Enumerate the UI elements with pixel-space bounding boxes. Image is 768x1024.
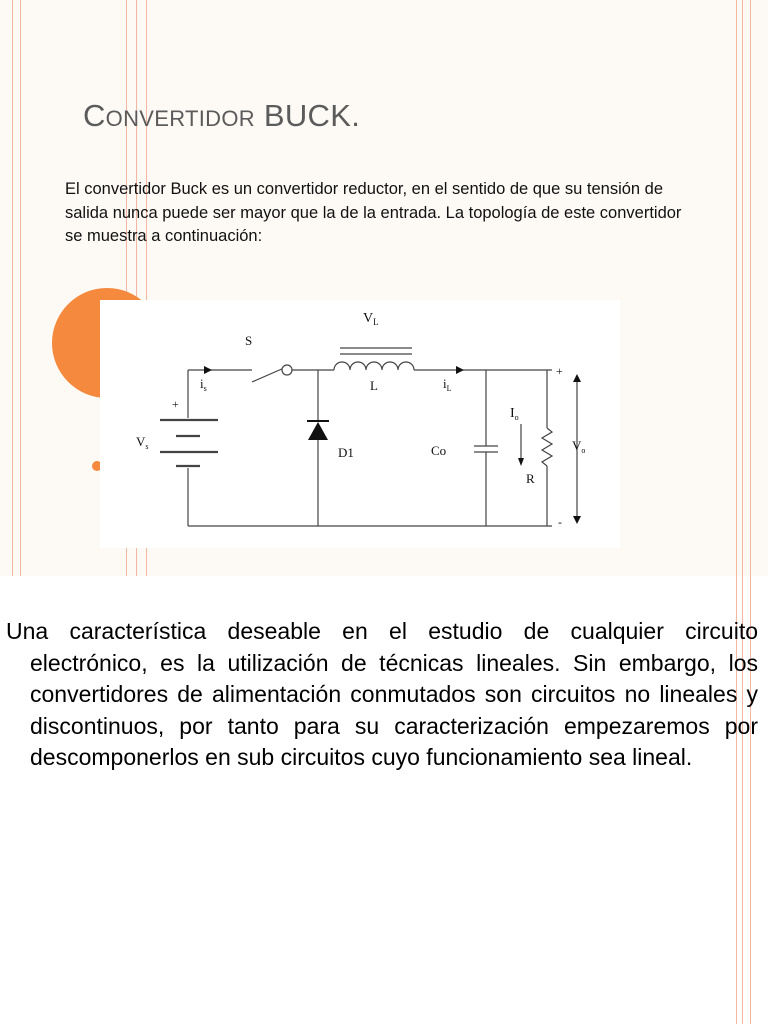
decor-line (750, 0, 751, 1024)
decor-line (20, 0, 21, 576)
label-is: $i_s$ (200, 376, 207, 393)
io-arrow-icon (518, 458, 524, 466)
resistor-zigzag (542, 428, 552, 466)
label-switch: S (245, 333, 253, 348)
label-io: $I_o$ (510, 406, 519, 422)
intro-paragraph: El convertidor Buck es un convertidor reductor, en el sentido de que su tensión de salida nunca puede ser mayor que la de la entrada. La topología de este convertidor se muestra a continuación: (65, 180, 682, 245)
inductor-coil (334, 362, 414, 370)
decor-line (12, 0, 13, 576)
switch-contact (282, 365, 292, 375)
label-plus-output: + (556, 364, 563, 378)
vo-arrow-down-icon (573, 516, 581, 524)
circuit-diagram (100, 300, 620, 548)
vo-arrow-up-icon (573, 374, 581, 382)
label-inductor: L (370, 378, 378, 393)
decor-line (736, 0, 737, 1024)
label-d1: D1 (338, 445, 354, 460)
slide-title: Convertidor BUCK. (83, 98, 361, 133)
buck-converter-circuit (100, 300, 620, 548)
is-arrow-icon (204, 366, 212, 374)
switch-blade (252, 368, 284, 382)
label-co: Co (431, 443, 447, 458)
label-plus-source: + (172, 397, 179, 411)
decor-line (742, 0, 743, 1024)
label-resistor: R (526, 471, 535, 486)
label-vs: $V_s$ (136, 434, 149, 451)
il-arrow-icon (456, 366, 464, 374)
label-vo: $V_o$ (572, 438, 586, 455)
label-il: $i_L$ (443, 376, 452, 393)
label-vl: $V_L$ (363, 311, 379, 327)
body-paragraph: Una característica deseable en el estudio de cualquier circuito electrónico, es la utilización de técnicas lineales. Sin embargo, los convertidores de alimentación conmutados son circuitos no lineales y discontinuos, por tanto para su caracterización empezaremos por descomponerlos en sub circuitos cuyo funcionamiento sea lineal. (6, 618, 758, 770)
diode-triangle (308, 422, 328, 440)
label-minus-output: - (558, 515, 562, 529)
